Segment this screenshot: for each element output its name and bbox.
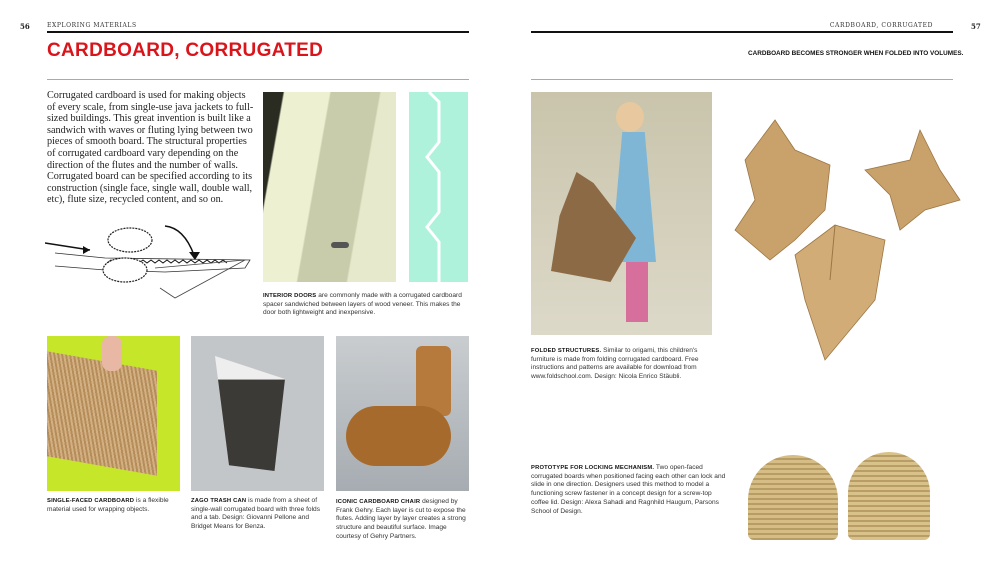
photo-child-folded-chair <box>531 92 712 335</box>
body-text: Corrugated cardboard is used for making objects of every scale, from single-use java jackets to full-sized buildings. This great invention is built like a sandwich with waves or fluting lying between two pieces of smooth board. The structural properties of corrugated cardboard vary depending on the direction of the flutes and the number of walls. Corrugated board can be specified according to its construction (single face, single wall, double wall, etc), flute size, recycled content, and so on. <box>47 90 254 206</box>
page-number-left: 56 <box>20 22 30 31</box>
header-rule <box>47 31 469 33</box>
photo-single-faced-cardboard <box>47 336 180 491</box>
caption-folded-structures: FOLDED STRUCTURES. Similar to origami, this children's furniture is made from folding corrugated cardboard. Free instructions and patterns are available for download from www.foldschool.com. Design: Nicola Enrico Stäubli. <box>531 347 699 381</box>
page-title: CARDBOARD, CORRUGATED <box>47 40 324 61</box>
running-head-right: CARDBOARD, CORRUGATED <box>829 22 933 29</box>
photo-zago-trash-can <box>191 336 324 491</box>
photo-coffee-lid-1 <box>748 455 838 540</box>
photo-coffee-lid-2 <box>848 452 930 540</box>
corrugator-diagram <box>45 218 255 306</box>
photo-folded-stars <box>725 100 965 365</box>
photo-gehry-chair <box>336 336 469 491</box>
divider-right <box>531 79 953 80</box>
subtitle: CARDBOARD BECOMES STRONGER WHEN FOLDED INTO VOLUMES. <box>748 50 964 57</box>
page-number-right: 57 <box>971 22 981 31</box>
caption-zago: ZAGO TRASH CAN is made from a sheet of single-wall corrugated board with three folds and a tab. Design: Giovanni Pellone and Bridget Means for Benza. <box>191 497 321 531</box>
zigzag-icon <box>409 92 468 282</box>
flute-pattern-graphic <box>409 92 468 282</box>
header-rule-right <box>531 31 953 33</box>
photo-interior-door <box>263 92 396 282</box>
caption-interior-doors: INTERIOR DOORS are commonly made with a corrugated cardboard spacer sandwiched between layers of wood veneer. This makes the door both lightweight and inexpensive. <box>263 292 462 317</box>
caption-chair: ICONIC CARDBOARD CHAIR designed by Frank Gehry. Each layer is cut to expose the flutes. Adding layer by layer creates a strong structure and beautiful surface. Image courtesy of Gehry Partners. <box>336 498 466 540</box>
running-head-left: EXPLORING MATERIALS <box>47 22 137 29</box>
caption-locking-mechanism: PROTOTYPE FOR LOCKING MECHANISM. Two open-faced corrugated boards when positioned facing each other can lock and slide in one direction. Designers used this method to model a functioning screw fastener in a concept design for a screw-top coffee lid. Design: Alexa Sahadi and Ragnhild Haugum, Parsons School of Design. <box>531 464 726 515</box>
divider <box>47 79 469 80</box>
caption-single-faced: SINGLE-FACED CARDBOARD is a flexible material used for wrapping objects. <box>47 497 169 513</box>
